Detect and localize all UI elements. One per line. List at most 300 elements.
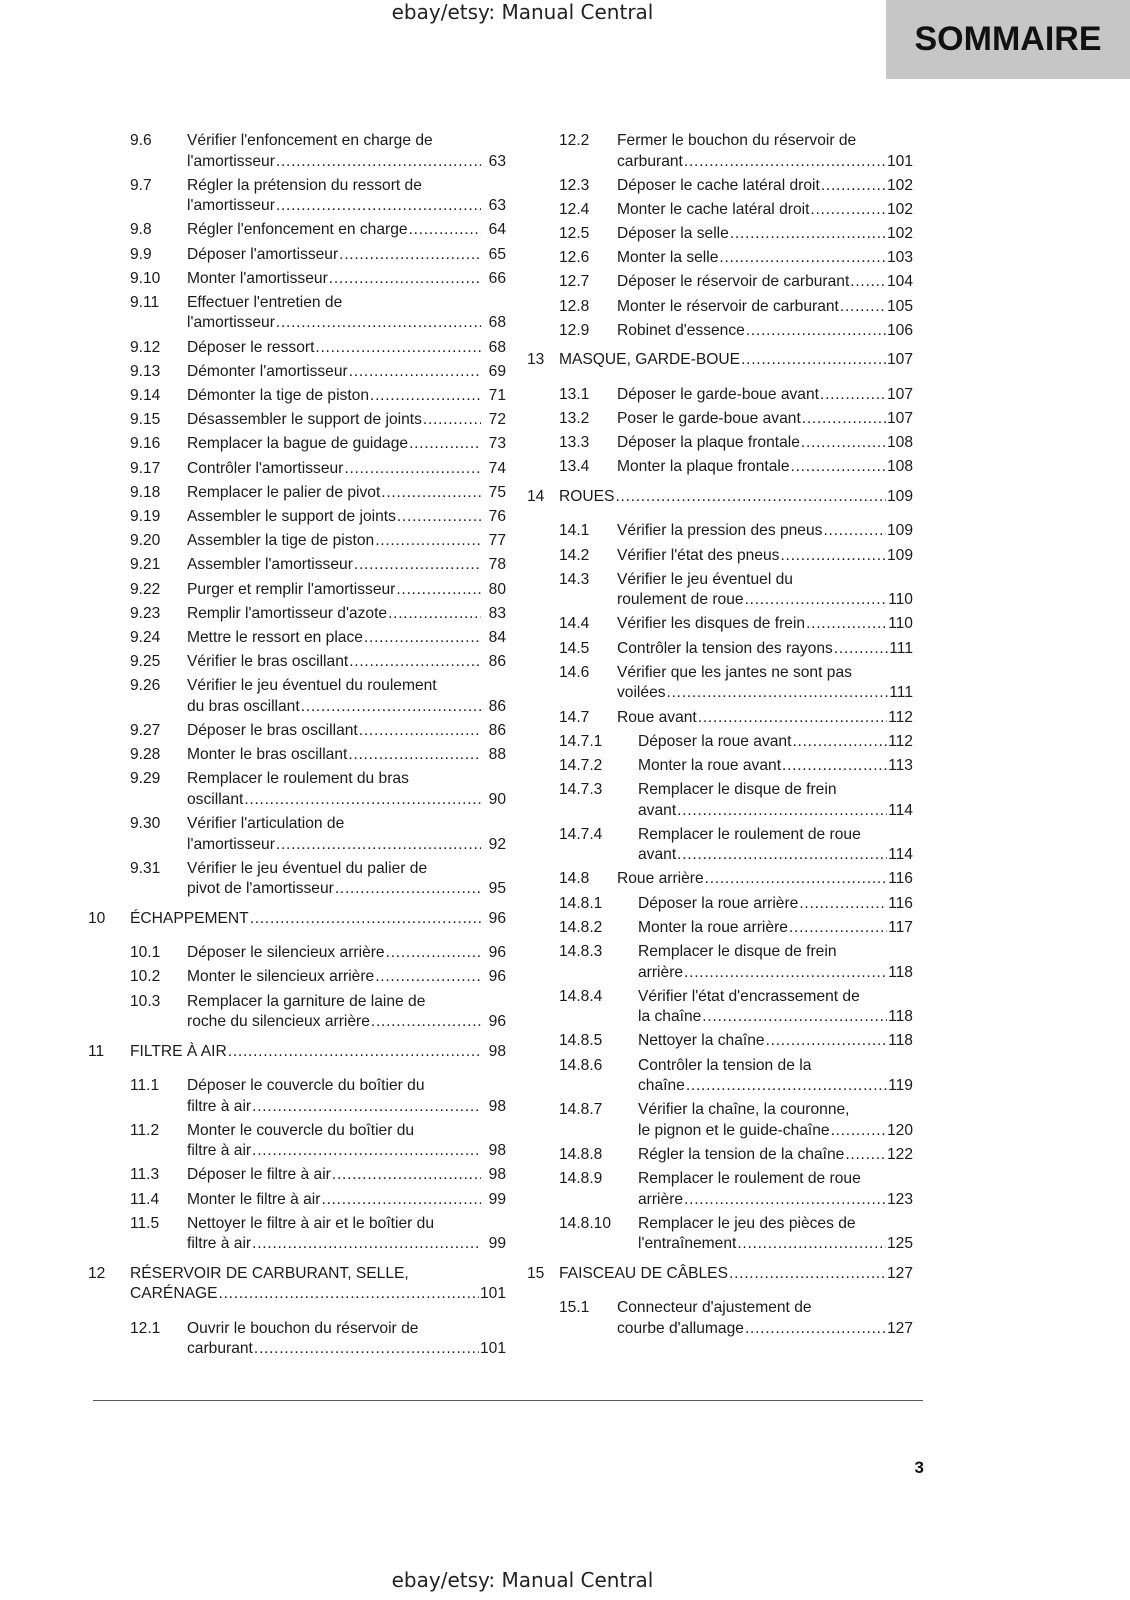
toc-entry-title: [187, 992, 506, 1033]
toc-entry-title: [638, 1100, 913, 1141]
dot-leader: [789, 918, 887, 939]
toc-entry-title-line: Contrôler l'amortisseur: [187, 459, 344, 477]
toc-entry-title: [187, 338, 506, 359]
toc-entry-title-line: Remplacer le roulement de roue: [638, 825, 861, 843]
toc-entry-page: 101: [479, 1285, 506, 1303]
toc-entry-title: [187, 483, 506, 504]
toc-entry-title: [187, 434, 506, 455]
toc-entry-title: [617, 272, 913, 293]
toc-entry-number: 9.23: [130, 604, 161, 622]
toc-entry-title: [617, 248, 913, 269]
toc-entry-number: 9.10: [130, 269, 161, 287]
toc-entry[interactable]: [527, 1056, 913, 1097]
toc-entry[interactable]: [88, 459, 506, 480]
toc-entry-title-line: du bras oscillant: [187, 697, 300, 715]
toc-entry[interactable]: [88, 245, 506, 266]
toc-entry-title-line: Régler la tension de la chaîne: [638, 1145, 845, 1163]
toc-entry-number: 13.2: [559, 410, 590, 427]
toc-entry-title: [187, 652, 506, 673]
dot-leader: [409, 220, 481, 241]
toc-entry[interactable]: [527, 869, 913, 890]
toc-entry-title-line: Assembler le support de joints: [187, 507, 396, 525]
toc-entry-page: 76: [488, 507, 506, 525]
toc-entry-title: [187, 814, 506, 855]
toc-entry[interactable]: [88, 992, 506, 1033]
toc-chapter-entry[interactable]: [88, 1042, 506, 1063]
toc-entry[interactable]: [88, 269, 506, 290]
dot-leader: [276, 835, 481, 856]
toc-entry[interactable]: [88, 220, 506, 241]
toc-entry[interactable]: [88, 628, 506, 649]
toc-entry[interactable]: [527, 894, 913, 915]
toc-entry-title: [559, 1264, 913, 1285]
toc-entry-title-line: Monter le filtre à air: [187, 1190, 321, 1208]
toc-left-column: [88, 131, 506, 1364]
toc-entry[interactable]: [527, 248, 913, 269]
toc-entry-title: [617, 457, 913, 478]
toc-entry-title: [187, 531, 506, 552]
dot-leader: [810, 200, 886, 221]
toc-entry[interactable]: [527, 297, 913, 318]
toc-entry[interactable]: [527, 200, 913, 221]
toc-entry[interactable]: [527, 272, 913, 293]
dot-leader: [335, 879, 481, 900]
dot-leader: [766, 1031, 888, 1052]
toc-entry[interactable]: [88, 580, 506, 601]
toc-entry-page: 86: [488, 653, 506, 671]
toc-entry-page: 68: [488, 338, 506, 356]
toc-chapter-entry[interactable]: [88, 909, 506, 930]
toc-entry[interactable]: [527, 433, 913, 454]
toc-entry[interactable]: [88, 293, 506, 334]
toc-entry-page: 68: [488, 314, 506, 332]
toc-entry[interactable]: [88, 362, 506, 383]
toc-entry-title: [638, 756, 913, 777]
toc-entry-number: 14.8.2: [559, 918, 603, 936]
toc-entry-title-line: Assembler la tige de piston: [187, 532, 375, 550]
dot-leader: [244, 790, 481, 811]
toc-entry-title: [187, 580, 506, 601]
toc-entry-title: [187, 1190, 506, 1211]
toc-entry-number: 14.8.5: [559, 1032, 603, 1050]
toc-entry[interactable]: [527, 224, 913, 245]
toc-entry[interactable]: [88, 769, 506, 810]
toc-entry-title-line: Démonter l'amortisseur: [187, 362, 348, 380]
toc-entry-page: 114: [888, 846, 913, 864]
toc-entry-title: [617, 570, 913, 611]
toc-entry[interactable]: [527, 1214, 913, 1255]
toc-entry-title: [617, 614, 913, 635]
toc-entry-page: 84: [488, 628, 506, 646]
toc-entry-title-line: Monter le réservoir de carburant: [617, 297, 839, 315]
toc-entry-page: 112: [888, 732, 913, 750]
dot-leader: [801, 433, 886, 454]
toc-entry-title: [187, 967, 506, 988]
dot-leader: [388, 604, 481, 625]
toc-entry[interactable]: [88, 1190, 506, 1211]
dot-leader: [409, 434, 481, 455]
toc-entry-number: 9.29: [130, 770, 161, 788]
toc-entry[interactable]: [88, 1076, 506, 1117]
toc-entry[interactable]: [527, 176, 913, 197]
toc-entry-page: 96: [488, 909, 506, 927]
toc-entry-title-line: carburant: [617, 152, 683, 170]
dot-leader: [834, 639, 888, 660]
toc-entry-title-line: MASQUE, GARDE-BOUE: [559, 351, 741, 369]
toc-entry-number: 14.8.4: [559, 987, 603, 1005]
toc-entry[interactable]: [88, 1165, 506, 1186]
toc-entry-title-line: Déposer le ressort: [187, 338, 315, 356]
toc-entry[interactable]: [88, 859, 506, 900]
toc-entry-number: 9.11: [130, 293, 160, 311]
toc-entry[interactable]: [527, 1031, 913, 1052]
toc-entry-title: [187, 293, 506, 334]
toc-entry-title: [130, 1264, 506, 1305]
toc-entry-page: 107: [886, 410, 913, 427]
dot-leader: [840, 297, 886, 318]
toc-entry[interactable]: [527, 918, 913, 939]
toc-entry[interactable]: [527, 1145, 913, 1166]
toc-entry-page: 112: [888, 708, 913, 726]
dot-leader: [684, 152, 886, 173]
dot-leader: [806, 614, 887, 635]
toc-entry-title: [638, 1145, 913, 1166]
toc-entry-page: 65: [488, 245, 506, 263]
dot-leader: [686, 1076, 887, 1097]
toc-entry-number: 9.7: [130, 176, 152, 194]
dot-leader: [339, 245, 481, 266]
toc-entry-title: [617, 1298, 913, 1339]
toc-entry-number: 14.3: [559, 570, 590, 588]
toc-entry-number: 15: [527, 1264, 545, 1282]
toc-entry[interactable]: [527, 546, 913, 567]
dot-leader: [252, 1097, 481, 1118]
toc-entry[interactable]: [88, 745, 506, 766]
toc-entry-number: 14.7.2: [559, 756, 603, 774]
toc-entry-title: [617, 297, 913, 318]
toc-entry-page: 122: [886, 1145, 913, 1163]
toc-entry-title-line: roche du silencieux arrière: [187, 1013, 370, 1031]
dot-leader: [375, 531, 481, 552]
toc-entry-title-line: Vérifier l'enfoncement en charge de: [187, 132, 433, 149]
toc-entry[interactable]: [527, 780, 913, 821]
toc-entry-page: 80: [488, 580, 506, 598]
toc-entry-title: [617, 385, 913, 406]
toc-entry-number: 13.1: [559, 385, 590, 403]
toc-entry-number: 12.1: [130, 1319, 161, 1337]
toc-entry-number: 12.5: [559, 225, 590, 243]
toc-entry-title-line: avant: [638, 846, 677, 864]
toc-entry-number: 14.7: [559, 708, 590, 726]
toc-entry[interactable]: [88, 507, 506, 528]
page-number: 3: [914, 1458, 924, 1477]
toc-entry-title-line: Déposer la selle: [617, 225, 729, 243]
toc-entry-title-line: Régler l'enfoncement en charge: [187, 221, 408, 239]
watermark-top: ebay/etsy: Manual Central: [391, 0, 654, 24]
toc-entry-number: 9.30: [130, 815, 161, 832]
toc-entry[interactable]: [527, 385, 913, 406]
dot-leader: [702, 1007, 887, 1028]
toc-entry-page: 71: [488, 387, 506, 404]
toc-entry[interactable]: [88, 555, 506, 576]
toc-entry[interactable]: [88, 434, 506, 455]
toc-entry-title-line: Vérifier la pression des pneus: [617, 522, 823, 540]
toc-entry-page: 74: [488, 459, 506, 477]
toc-right-column: [527, 131, 913, 1343]
dot-leader: [677, 845, 887, 866]
toc-entry-number: 9.25: [130, 653, 161, 671]
toc-entry[interactable]: [88, 131, 506, 172]
toc-entry-title-line: Monter la roue arrière: [638, 918, 788, 936]
dot-leader: [301, 697, 481, 718]
dot-leader: [799, 894, 887, 915]
dot-leader: [250, 909, 481, 930]
dot-leader: [228, 1042, 481, 1063]
toc-entry[interactable]: [527, 521, 913, 542]
dot-leader: [354, 555, 481, 576]
toc-entry-title: [187, 1121, 506, 1162]
toc-entry-number: 14.2: [559, 546, 590, 564]
toc-chapter-entry[interactable]: [527, 487, 913, 508]
dot-leader: [375, 967, 481, 988]
toc-entry-number: 11.3: [130, 1166, 160, 1184]
toc-entry[interactable]: [527, 663, 913, 704]
toc-entry[interactable]: [88, 967, 506, 988]
toc-entry-title-line: Vérifier la chaîne, la couronne,: [638, 1101, 850, 1119]
toc-entry-title: [617, 200, 913, 221]
toc-chapter-entry[interactable]: [88, 1264, 506, 1305]
toc-entry-title-line: roulement de roue: [617, 591, 744, 609]
toc-entry-title: [617, 321, 913, 342]
toc-entry[interactable]: [527, 708, 913, 729]
toc-entry-title: [187, 1319, 506, 1360]
toc-entry-page: 98: [488, 1166, 506, 1184]
dot-leader: [782, 756, 887, 777]
toc-entry-page: 69: [488, 362, 506, 380]
toc-entry[interactable]: [88, 483, 506, 504]
toc-entry-page: 101: [886, 152, 913, 170]
toc-entry-number: 12.9: [559, 321, 590, 339]
toc-entry-title: [187, 269, 506, 290]
toc-entry-title-line: Déposer le cache latéral droit: [617, 176, 820, 194]
toc-entry[interactable]: [88, 1319, 506, 1360]
toc-entry-title-line: Monter le couvercle du boîtier du: [187, 1121, 415, 1139]
toc-entry-page: 95: [488, 880, 506, 898]
dot-leader: [698, 708, 887, 729]
toc-entry-number: 9.15: [130, 411, 161, 429]
toc-entry[interactable]: [527, 321, 913, 342]
toc-entry-title-line: Nettoyer la chaîne: [638, 1032, 765, 1050]
dot-leader: [348, 745, 481, 766]
toc-entry-title-line: arrière: [638, 963, 684, 981]
toc-entry-title: [187, 1076, 506, 1117]
toc-entry[interactable]: [88, 531, 506, 552]
toc-entry-page: 103: [886, 249, 913, 267]
toc-entry[interactable]: [88, 1214, 506, 1255]
toc-entry[interactable]: [527, 942, 913, 983]
toc-entry-title: [187, 459, 506, 480]
toc-entry[interactable]: [88, 1121, 506, 1162]
toc-entry-page: 96: [488, 1013, 506, 1031]
toc-entry-title-line: oscillant: [187, 790, 244, 808]
toc-entry-title-line: Désassembler le support de joints: [187, 411, 422, 429]
toc-entry[interactable]: [527, 825, 913, 866]
dot-leader: [729, 1264, 886, 1285]
toc-entry-title-line: Déposer le silencieux arrière: [187, 944, 385, 962]
toc-entry[interactable]: [88, 386, 506, 407]
toc-entry-number: 12: [88, 1264, 106, 1282]
toc-entry-title: [187, 220, 506, 241]
toc-entry-page: 125: [886, 1235, 913, 1253]
toc-entry-page: 111: [889, 639, 913, 657]
toc-entry-number: 11.4: [130, 1190, 160, 1208]
toc-entry[interactable]: [88, 943, 506, 964]
toc-entry[interactable]: [88, 652, 506, 673]
toc-entry-title-line: Régler la prétension du ressort de: [187, 176, 422, 194]
toc-entry[interactable]: [88, 176, 506, 217]
toc-entry[interactable]: [527, 1298, 913, 1339]
toc-entry-title-line: Remplacer le roulement de roue: [638, 1170, 861, 1188]
toc-entry-number: 14.8.9: [559, 1170, 603, 1188]
dot-leader: [802, 409, 886, 430]
toc-entry-title: [130, 909, 506, 930]
toc-entry-title: [638, 1214, 913, 1255]
toc-entry-number: 14: [527, 487, 545, 505]
toc-entry-page: 114: [888, 801, 913, 819]
toc-entry-title: [617, 639, 913, 660]
toc-entry-title: [187, 245, 506, 266]
dot-leader: [276, 313, 481, 334]
toc-entry-title-line: Remplacer le disque de frein: [638, 943, 837, 960]
toc-entry-number: 12.6: [559, 249, 590, 267]
toc-entry-title: [638, 780, 913, 821]
toc-entry-number: 14.1: [559, 522, 590, 540]
toc-entry-title-line: Déposer le bras oscillant: [187, 721, 358, 739]
toc-entry-number: 9.26: [130, 677, 161, 695]
toc-entry[interactable]: [527, 131, 913, 172]
toc-entry[interactable]: [88, 721, 506, 742]
toc-entry-page: 96: [488, 944, 506, 962]
toc-entry-title-line: Roue arrière: [617, 870, 704, 888]
toc-entry-title-line: Ouvrir le bouchon du réservoir de: [187, 1319, 419, 1337]
dot-leader: [737, 1234, 886, 1255]
toc-entry[interactable]: [88, 676, 506, 717]
toc-entry-title-line: Monter le cache latéral droit: [617, 200, 810, 218]
toc-chapter-entry[interactable]: [527, 350, 913, 371]
dot-leader: [850, 272, 886, 293]
toc-entry[interactable]: [527, 1100, 913, 1141]
toc-entry-title-line: Vérifier que les jantes ne sont pas: [617, 663, 852, 681]
dot-leader: [219, 1284, 479, 1305]
dot-leader: [364, 628, 481, 649]
toc-entry-title-line: chaîne: [638, 1077, 685, 1095]
toc-entry-title-line: filtre à air: [187, 1142, 252, 1160]
toc-entry-page: 90: [488, 790, 506, 808]
toc-entry[interactable]: [527, 732, 913, 753]
toc-entry-title-line: Vérifier le jeu éventuel du roulement: [187, 677, 437, 695]
toc-entry-page: 83: [488, 604, 506, 622]
dot-leader: [397, 507, 481, 528]
toc-entry-title-line: le pignon et le guide-chaîne: [638, 1121, 830, 1139]
toc-entry-title: [130, 1042, 506, 1063]
toc-entry-page: 98: [488, 1042, 506, 1060]
toc-entry[interactable]: [527, 457, 913, 478]
toc-entry-title-line: FILTRE À AIR: [130, 1042, 227, 1060]
toc-entry-title-line: arrière: [638, 1190, 684, 1208]
toc-entry[interactable]: [88, 338, 506, 359]
toc-entry-number: 10: [88, 909, 106, 927]
dot-leader: [370, 386, 481, 407]
toc-entry-title-line: ÉCHAPPEMENT: [130, 909, 249, 927]
toc-entry-page: 127: [886, 1319, 913, 1337]
toc-entry-page: 92: [488, 835, 506, 853]
toc-entry-title: [617, 708, 913, 729]
toc-entry-title-line: Monter la selle: [617, 249, 719, 267]
toc-entry-number: 14.8.10: [559, 1214, 612, 1232]
dot-leader: [386, 943, 481, 964]
toc-entry-title-line: Remplacer le palier de pivot: [187, 483, 381, 501]
toc-entry-title-line: Vérifier le bras oscillant: [187, 653, 349, 671]
toc-entry[interactable]: [527, 614, 913, 635]
toc-entry[interactable]: [527, 570, 913, 611]
toc-entry-title-line: Vérifier l'état des pneus: [617, 546, 780, 564]
toc-entry[interactable]: [527, 1169, 913, 1210]
dot-leader: [684, 1190, 886, 1211]
toc-entry-number: 9.17: [130, 459, 161, 477]
toc-entry-title: [187, 604, 506, 625]
dot-leader: [831, 1121, 886, 1142]
toc-entry-page: 102: [886, 225, 913, 243]
toc-chapter-entry[interactable]: [527, 1264, 913, 1285]
toc-entry-page: 72: [488, 411, 506, 429]
toc-entry-title: [187, 1214, 506, 1255]
toc-entry[interactable]: [527, 756, 913, 777]
toc-entry-title-line: Nettoyer le filtre à air et le boîtier du: [187, 1214, 435, 1232]
toc-entry-page: 106: [886, 321, 913, 339]
toc-entry-title: [187, 386, 506, 407]
toc-entry-number: 12.4: [559, 200, 590, 218]
toc-entry-title-line: voilées: [617, 684, 666, 702]
toc-entry-title: [617, 433, 913, 454]
toc-entry-title-line: Démonter la tige de piston: [187, 387, 370, 404]
toc-entry-number: 11.2: [130, 1121, 160, 1139]
toc-entry-title: [559, 487, 913, 508]
toc-entry[interactable]: [88, 604, 506, 625]
toc-entry-page: 118: [888, 1032, 913, 1050]
toc-entry-title-line: Déposer la plaque frontale: [617, 434, 800, 452]
toc-entry[interactable]: [88, 410, 506, 431]
toc-entry-number: 14.7.3: [559, 781, 603, 799]
toc-entry-number: 14.5: [559, 639, 590, 657]
toc-entry-number: 12.3: [559, 176, 590, 194]
toc-entry-page: 107: [886, 351, 913, 369]
toc-entry[interactable]: [527, 639, 913, 660]
toc-entry-title-line: Déposer le garde-boue avant: [617, 385, 819, 403]
toc-entry-title: [617, 224, 913, 245]
toc-entry[interactable]: [527, 987, 913, 1028]
toc-entry-title: [187, 362, 506, 383]
toc-entry[interactable]: [527, 409, 913, 430]
toc-entry-number: 9.27: [130, 721, 161, 739]
toc-entry-number: 9.9: [130, 245, 152, 263]
toc-entry-page: 110: [888, 591, 913, 609]
toc-entry-title-line: Poser le garde-boue avant: [617, 410, 801, 427]
dot-leader: [332, 1165, 481, 1186]
toc-entry[interactable]: [88, 814, 506, 855]
toc-entry-number: 12.7: [559, 273, 590, 291]
dot-leader: [371, 1012, 481, 1033]
toc-entry-title: [187, 859, 506, 900]
